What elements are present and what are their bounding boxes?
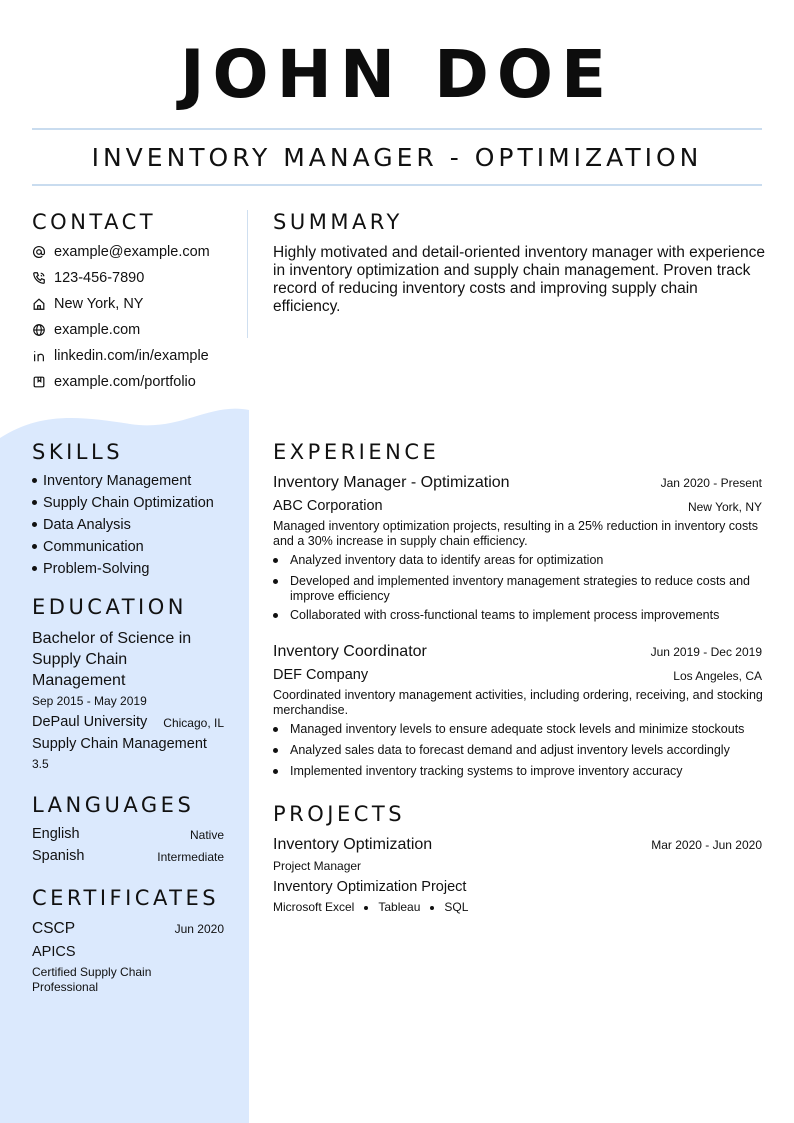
- job-title: Inventory Coordinator: [273, 643, 427, 660]
- job-bullet-text: Analyzed inventory data to identify areas for optimization: [290, 553, 604, 567]
- globe-icon: [32, 323, 46, 337]
- separator-dot: [364, 906, 368, 910]
- skill-label: Communication: [43, 539, 144, 555]
- certificates-heading: CERTIFICATES: [32, 886, 220, 910]
- contact-portfolio[interactable]: [32, 372, 196, 392]
- linkedin-icon: [32, 349, 46, 363]
- experience-heading: EXPERIENCE: [273, 440, 440, 464]
- contact-website-text: example.com: [54, 322, 141, 338]
- job-bullet: [273, 764, 763, 779]
- language-name: Spanish: [32, 848, 85, 864]
- job-location: Los Angeles, CA: [673, 669, 762, 683]
- skill-item: [32, 495, 214, 511]
- bullet-dot: [273, 613, 278, 618]
- job-bullet-text: Collaborated with cross-functional teams to implement process improvements: [290, 608, 720, 622]
- bullet-dot: [273, 727, 278, 732]
- project-tool: Microsoft Excel: [273, 900, 355, 914]
- job-dates: Jan 2020 - Present: [660, 476, 762, 490]
- certificate-name: CSCP: [32, 920, 76, 937]
- skill-label: Data Analysis: [43, 517, 131, 533]
- projects-heading: PROJECTS: [273, 802, 406, 826]
- skill-item: [32, 473, 191, 489]
- job-location: New York, NY: [687, 500, 762, 514]
- contact-phone-text: 123-456-7890: [54, 270, 145, 286]
- contact-linkedin[interactable]: [32, 346, 209, 366]
- contact-linkedin-text: linkedin.com/in/example: [54, 348, 209, 364]
- contact-email[interactable]: [32, 242, 210, 262]
- education-location: Chicago, IL: [163, 716, 224, 730]
- bullet-dot: [32, 500, 37, 505]
- job-bullet-text: Developed and implemented inventory management strategies to reduce costs and improve efficiency: [290, 574, 750, 603]
- contact-location-text: New York, NY: [54, 296, 144, 312]
- education-school: DePaul University: [32, 714, 148, 730]
- job-bullet: [273, 722, 763, 737]
- job-bullet: [273, 553, 763, 568]
- skill-label: Problem-Solving: [43, 561, 150, 577]
- home-icon: [32, 297, 46, 311]
- at-icon: [32, 245, 46, 259]
- education-gpa: 3.5: [32, 757, 49, 771]
- skill-item: [32, 539, 144, 555]
- bullet-dot: [32, 544, 37, 549]
- separator-dot: [430, 906, 434, 910]
- project-tools: [273, 900, 468, 914]
- job-bullet-text: Managed inventory levels to ensure adequate stock levels and minimize stockouts: [290, 722, 745, 736]
- language-level: Intermediate: [157, 850, 224, 864]
- job-description: Managed inventory optimization projects, resulting in a 25% reduction in inventory costs and a 30% increase in supply chain efficiency.: [273, 519, 758, 548]
- education-heading: EDUCATION: [32, 595, 187, 619]
- certificate-name: APICS: [32, 944, 76, 960]
- job-title: Inventory Manager - Optimization: [273, 474, 510, 491]
- contact-portfolio-text: example.com/portfolio: [54, 374, 196, 390]
- job-bullet: [273, 608, 763, 623]
- bullet-dot: [273, 558, 278, 563]
- education-degree: Bachelor of Science in Supply Chain Management: [32, 630, 192, 689]
- job-bullet: [273, 574, 763, 604]
- job-title: INVENTORY MANAGER - OPTIMIZATION: [91, 143, 703, 172]
- bullet-dot: [32, 566, 37, 571]
- education-field: Supply Chain Management: [32, 736, 207, 752]
- job-company: ABC Corporation: [273, 498, 383, 514]
- languages-heading: LANGUAGES: [32, 793, 195, 817]
- education-dates: Sep 2015 - May 2019: [32, 694, 147, 708]
- bullet-dot: [32, 522, 37, 527]
- summary-text: Highly motivated and detail-oriented inventory manager with experience in inventory optimization and supply chain management. Proven track record of reducing inventory costs and improving supply chain efficiency.: [273, 244, 765, 315]
- job-bullet-text: Analyzed sales data to forecast demand and adjust inventory levels accordingly: [290, 743, 730, 757]
- skills-heading: SKILLS: [32, 440, 124, 464]
- contact-heading: CONTACT: [32, 210, 157, 234]
- header-rule-bottom: [32, 184, 762, 186]
- project-tool: SQL: [444, 900, 469, 914]
- candidate-name: JOHN DOE: [179, 36, 615, 113]
- contact-phone[interactable]: [32, 268, 144, 288]
- language-level: Native: [189, 828, 224, 842]
- skill-item: [32, 517, 131, 533]
- header-rule-top: [32, 128, 762, 130]
- bullet-dot: [273, 769, 278, 774]
- portfolio-icon: [32, 375, 46, 389]
- job-description: Coordinated inventory management activities, including ordering, receiving, and stocking merchandise.: [273, 688, 763, 717]
- project-name: Inventory Optimization: [273, 836, 433, 853]
- summary-heading: SUMMARY: [273, 210, 403, 234]
- job-company: DEF Company: [273, 667, 369, 683]
- skill-label: Inventory Management: [43, 473, 192, 489]
- bullet-dot: [32, 478, 37, 483]
- contact-location: [32, 294, 143, 314]
- project-title: Inventory Optimization Project: [273, 879, 467, 895]
- job-bullet: [273, 743, 763, 758]
- contact-website[interactable]: [32, 320, 140, 340]
- project-dates: Mar 2020 - Jun 2020: [651, 838, 762, 852]
- column-divider: [247, 210, 248, 338]
- certificate-issuer: Certified Supply Chain Professional: [32, 965, 152, 994]
- job-bullet-text: Implemented inventory tracking systems to improve inventory accuracy: [290, 764, 683, 778]
- language-name: English: [32, 826, 80, 842]
- bullet-dot: [273, 748, 278, 753]
- job-dates: Jun 2019 - Dec 2019: [650, 645, 762, 659]
- certificate-date: Jun 2020: [174, 922, 224, 936]
- bullet-dot: [273, 579, 278, 584]
- project-tool: Tableau: [378, 900, 421, 914]
- contact-email-text: example@example.com: [54, 244, 210, 260]
- skill-label: Supply Chain Optimization: [43, 495, 214, 511]
- project-role: Project Manager: [273, 859, 362, 873]
- skill-item: [32, 561, 149, 577]
- phone-icon: [32, 271, 46, 285]
